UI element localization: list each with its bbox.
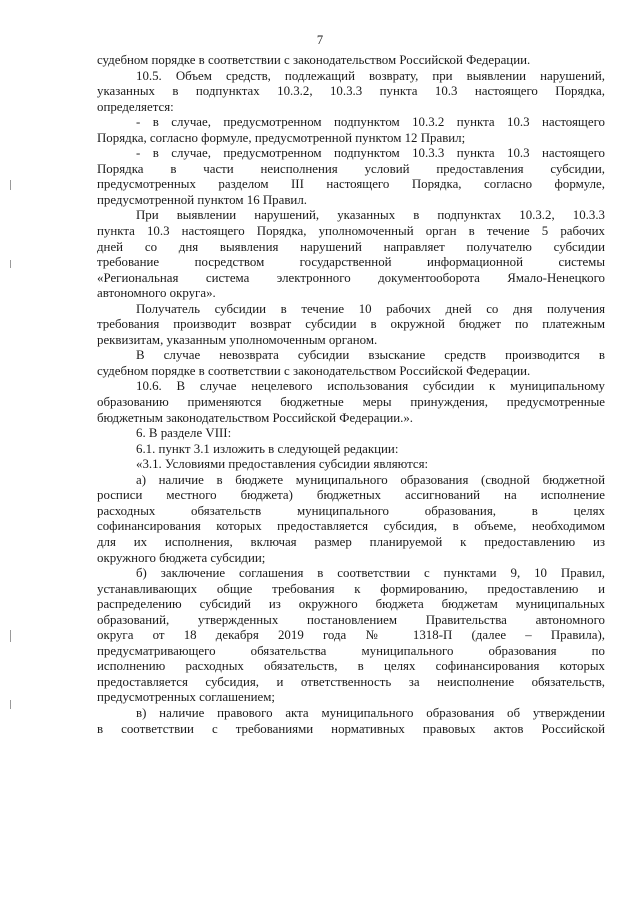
text-line: дней со дня выявления нарушений направляет получателю субсидии — [97, 239, 605, 254]
text-line: б) заключение соглашения в соответствии с пунктами 9, 10 Правил, — [136, 566, 605, 581]
scan-artifact — [10, 700, 11, 709]
text-line: Порядка в части неисполнения условий предоставления субсидии, — [97, 161, 605, 176]
text-line: пункта 10.3 настоящего Порядка, уполномоченный орган в течение 5 рабочих — [97, 224, 605, 239]
text-line: расходных обязательств муниципального образования, в целях — [97, 503, 605, 518]
text-line: 6. В разделе VIII: — [136, 426, 232, 441]
text-line: росписи местного бюджета) бюджетных ассигнований на исполнение — [97, 488, 605, 503]
text-line: - в случае, предусмотренном подпунктом 10.3.3 пункта 10.3 настоящего — [136, 146, 605, 161]
text-line: 10.6. В случае нецелевого использования субсидии к муниципальному — [136, 379, 605, 394]
text-line: 6.1. пункт 3.1 изложить в следующей редакции: — [136, 441, 399, 456]
text-line: предоставляется субсидия, и ответственность за неисполнение обязательств, — [97, 674, 605, 689]
text-line: В случае невозврата субсидии взыскание средств производится в — [136, 348, 605, 363]
text-line: бюджетным законодательством Российской Федерации.». — [97, 410, 414, 425]
text-line: предусмотренных разделом III настоящего Порядка, согласно формуле, — [97, 177, 605, 192]
text-line: - в случае, предусмотренном подпунктом 10.3.2 пункта 10.3 настоящего — [136, 115, 605, 130]
text-line: исполнению расходных обязательств, в целях софинансирования которых — [97, 659, 605, 674]
text-line: для их исполнения, включая размер планируемой к предоставлению из — [97, 534, 605, 549]
text-line: а) наличие в бюджете муниципального образования (сводной бюджетной — [136, 472, 605, 487]
text-line: устанавливающих общие требования к формированию, предоставлению и — [97, 581, 605, 596]
text-line: При выявлении нарушений, указанных в подпунктах 10.3.2, 10.3.3 — [136, 208, 605, 223]
text-line: требование посредством государственной информационной системы — [97, 255, 605, 270]
text-line: судебном порядке в соответствии с законодательством Российской Федерации. — [97, 53, 531, 67]
text-line: Получатель субсидии в течение 10 рабочих дней со дня получения — [136, 301, 605, 316]
text-line: Порядка, согласно формуле, предусмотренной пунктом 12 Правил; — [97, 130, 466, 145]
text-line: распределению субсидий из окружного бюджета бюджетам муниципальных — [97, 597, 605, 612]
text-line: образованию применяются бюджетные меры принуждения, предусмотренные — [97, 395, 605, 410]
scan-artifact — [10, 180, 11, 190]
text-line: предусмотренных соглашением; — [97, 690, 275, 705]
text-line: автономного округа». — [97, 286, 216, 301]
text-line: определяется: — [97, 99, 174, 114]
text-line: округа от 18 декабря 2019 года № 1318-П (далее – Правила), — [97, 628, 605, 643]
text-line: «Региональная система электронного документооборота Ямало-Ненецкого — [97, 270, 605, 285]
text-line: предусмотренной пунктом 16 Правил. — [97, 192, 307, 207]
text-line: в соответствии с требованиями нормативных правовых актов Российской — [97, 721, 605, 736]
text-line: образований, утвержденных постановлением Правительства автономного — [97, 612, 605, 627]
text-line: требования производит возврат субсидии в окружной бюджет по платежным — [97, 317, 605, 332]
text-line: софинансирования которых предоставляется субсидия, в объеме, необходимом — [97, 519, 605, 534]
text-line: реквизитам, указанным уполномоченным органом. — [97, 332, 378, 347]
text-line: 10.5. Объем средств, подлежащий возврату, при выявлении нарушений, — [136, 68, 605, 83]
text-line: судебном порядке в соответствии с законодательством Российской Федерации. — [97, 363, 531, 378]
text-line: «3.1. Условиями предоставления субсидии являются: — [136, 457, 429, 472]
text-line: окружного бюджета субсидии; — [97, 550, 266, 565]
document-body — [97, 53, 605, 737]
text-line: в) наличие правового акта муниципального образования об утверждении — [136, 705, 605, 720]
scan-artifact — [10, 630, 11, 642]
scan-artifact — [10, 260, 11, 268]
text-line: предусматривающего обязательства муниципального образования по — [97, 643, 605, 658]
page-number: 7 — [316, 33, 324, 47]
text-line: указанных в подпунктах 10.3.2, 10.3.3 пункта 10.3 настоящего Порядка, — [97, 84, 605, 99]
